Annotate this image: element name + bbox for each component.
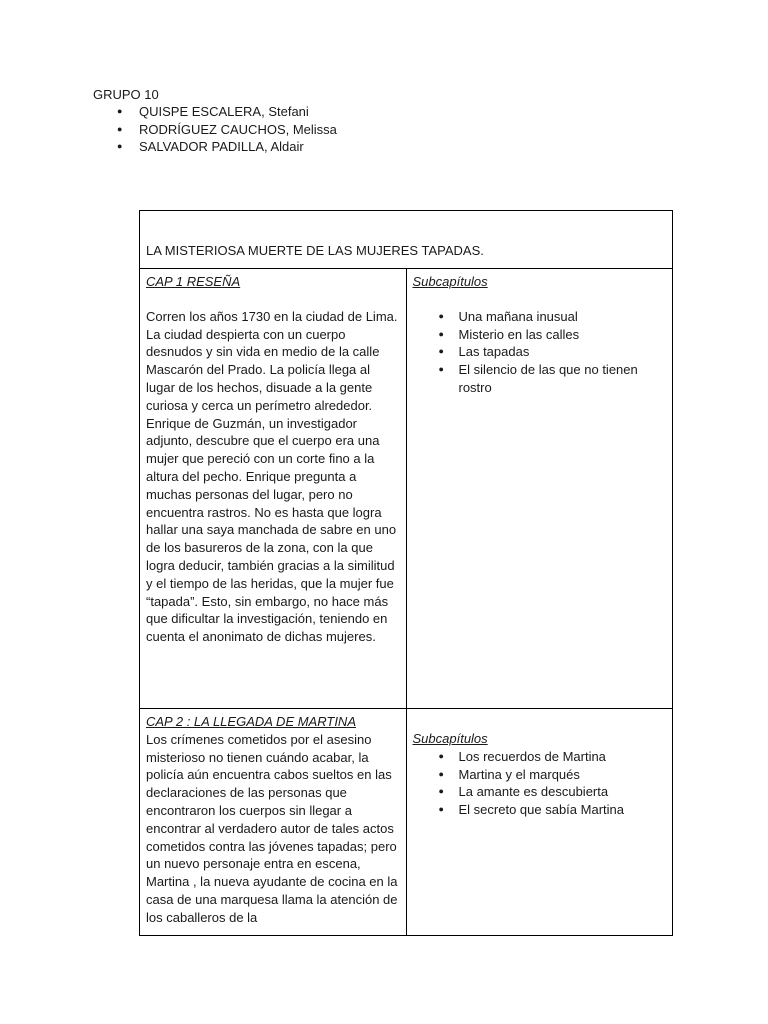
member-list	[117, 103, 337, 156]
subchapter-item: ● El silencio de las que no tienen rostro	[413, 361, 667, 397]
subchapter-item: ● Martina y el marqués	[413, 766, 667, 784]
chapters-table	[139, 210, 673, 936]
chapter-1-sub-heading: Subcapítulos	[412, 274, 488, 289]
book-title: LA MISTERIOSA MUERTE DE LAS MUJERES TAPADAS.	[140, 211, 673, 269]
chapter-2-subchapter-list	[413, 748, 667, 819]
chapter-1-subchapter-list	[413, 308, 667, 397]
chapter-2-subchapters-cell	[406, 709, 673, 936]
subchapter-item: ● Una mañana inusual	[413, 308, 667, 326]
chapter-2-heading: CAP 2 : LA LLEGADA DE MARTINA	[146, 714, 356, 729]
chapter-1-heading: CAP 1 RESEÑA	[146, 274, 241, 289]
chapter-row-1	[140, 269, 673, 709]
member-item: ● RODRÍGUEZ CAUCHOS, Melissa	[117, 121, 337, 139]
chapter-2-summary: Los crímenes cometidos por el asesino misterioso no tienen cuándo acabar, la policía aún encuentra cabos sueltos en las declaraciones de las personas que encontraron los cuerpos sin llegar a encontrar al verdadero autor de tales actos cometidos contra las jóvenes tapadas; pero un nuevo personaje entra en escena, Martina , la nueva ayudante de cocina en la casa de una marquesa llama la atención de los caballeros de la	[146, 731, 398, 925]
member-item: ● SALVADOR PADILLA, Aldair	[117, 138, 337, 156]
subchapter-item: ● Los recuerdos de Martina	[413, 748, 667, 766]
subchapter-item: ● Misterio en las calles	[413, 326, 667, 344]
member-item: ● QUISPE ESCALERA, Stefani	[117, 103, 337, 121]
subchapter-item: ● La amante es descubierta	[413, 783, 667, 801]
chapter-1-cell	[140, 269, 407, 709]
chapter-row-2	[140, 709, 673, 936]
subchapter-item: ● Las tapadas	[413, 343, 667, 361]
subchapter-item: ● El secreto que sabía Martina	[413, 801, 667, 819]
chapter-1-summary: Corren los años 1730 en la ciudad de Lima. La ciudad despierta con un cuerpo desnudos y sin vida en medio de la calle Mascarón del Prado. La policía llega al lugar de los hechos, disuade a la gente curiosa y cerca un perímetro alrededor. Enrique de Guzmán, un investigador adjunto, descubre que el cuerpo era una mujer que pereció con un corte fino a la altura del pecho. Enrique pregunta a muchas personas del lugar, pero no encuentra rastros. No es hasta que logra hallar una saya manchada de sabre en uno de los basureros de la zona, con la que logra deducir, también gracias a la similitud y el tiempo de las heridas, que la mujer fue “tapada”. Esto, sin embargo, no hace más que dificultar la investigación, teniendo en cuenta el anonimato de dichas mujeres.	[146, 308, 398, 645]
chapter-1-subchapters-cell	[406, 269, 673, 709]
chapter-2-cell	[140, 709, 407, 936]
chapter-2-sub-heading: Subcapítulos	[412, 731, 488, 746]
group-title: GRUPO 10	[93, 87, 159, 102]
